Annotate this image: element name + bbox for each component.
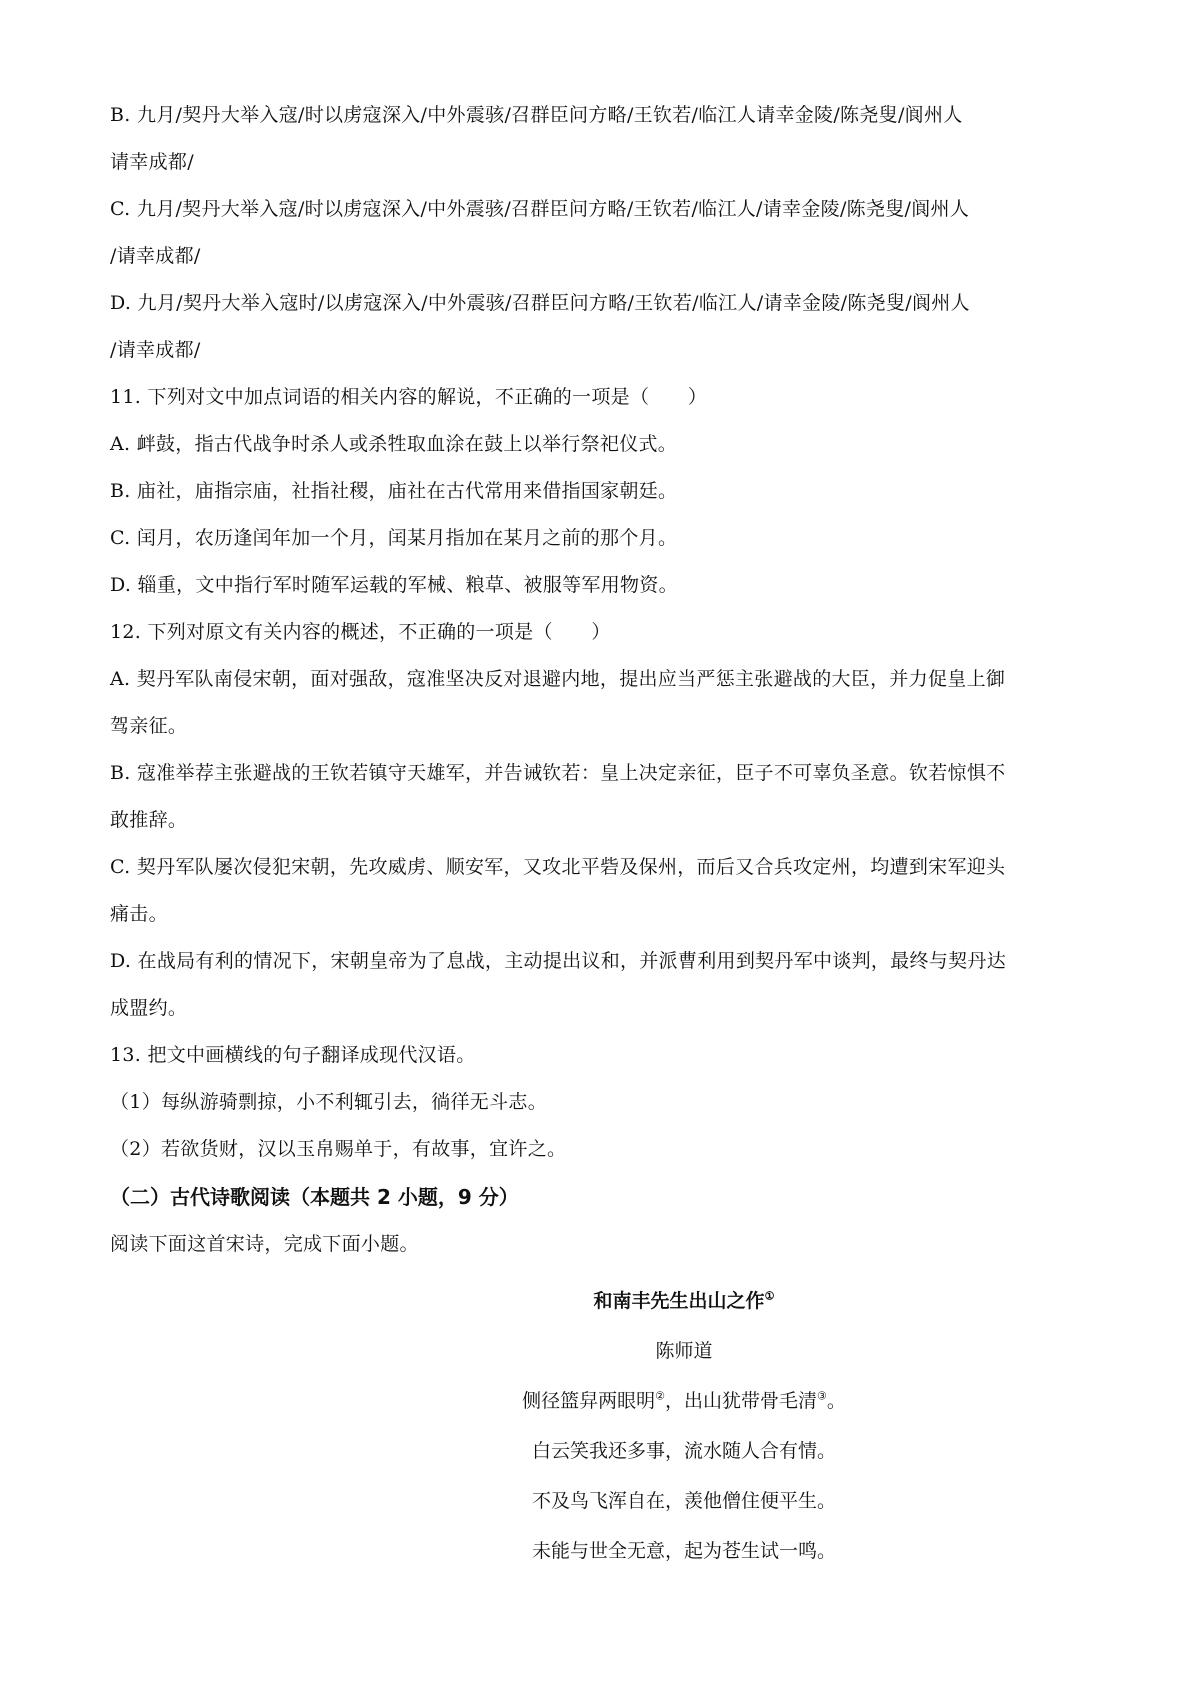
- q10-option-d-line1: D. 九月/契丹大举入寇时/以虏寇深入/中外震骇/召群臣问方略/王钦若/临江人/请幸金陵/陈尧叟/阆州人: [110, 292, 970, 314]
- q12-option-b-line2: 敢推辞。: [110, 809, 188, 831]
- q11-option-b: B. 庙社，庙指宗庙，社指社稷，庙社在古代常用来借指国家朝廷。: [110, 480, 678, 502]
- q10-option-d-line2: /请幸成都/: [110, 339, 201, 361]
- poem-line-1-part-c: 。: [826, 1390, 846, 1412]
- q12-option-d-line2: 成盟约。: [110, 997, 188, 1019]
- q11-option-a: A. 衅鼓，指古代战争时杀人或杀牲取血涂在鼓上以举行祭祀仪式。: [110, 433, 678, 455]
- poem-line-1: [260, 1376, 1108, 1426]
- q12-question: 12. 下列对原文有关内容的概述，不正确的一项是（ ）: [110, 621, 611, 643]
- q10-option-c-line1: C. 九月/契丹大举入寇/时以虏寇深入/中外震骇/召群臣问方略/王钦若/临江人/请幸金陵/陈尧叟/阆州人: [110, 198, 970, 220]
- poem-footnote-marker-2: ②: [655, 1389, 665, 1403]
- q11-question: 11. 下列对文中加点词语的相关内容的解说，不正确的一项是（ ）: [110, 386, 708, 408]
- q11-option-d: D. 辎重，文中指行军时随军运载的军械、粮草、被服等军用物资。: [110, 574, 678, 596]
- q12-option-a-line2: 驾亲征。: [110, 715, 188, 737]
- poem-title-text: 和南丰先生出山之作: [593, 1290, 765, 1312]
- poem-line-1-part-b: ，出山犹带骨毛清: [664, 1390, 817, 1412]
- q13-question: 13. 把文中画横线的句子翻译成现代汉语。: [110, 1044, 476, 1066]
- section-intro: 阅读下面这首宋诗，完成下面小题。: [110, 1233, 419, 1255]
- poem-line-4: 未能与世全无意，起为苍生试一鸣。: [531, 1540, 836, 1562]
- q12-option-c-line2: 痛击。: [110, 903, 168, 925]
- poem-footnote-marker-3: ③: [817, 1389, 827, 1403]
- q10-option-c-line2: /请幸成都/: [110, 245, 201, 267]
- poem-line-2: 白云笑我还多事，流水随人合有情。: [531, 1440, 836, 1462]
- q13-item-2: （2）若欲货财，汉以玉帛赐单于，有故事，宜许之。: [110, 1138, 567, 1160]
- q11-option-c: C. 闰月，农历逢闰年加一个月，闰某月指加在某月之前的那个月。: [110, 527, 678, 549]
- poem-author: 陈师道: [655, 1340, 713, 1362]
- q10-option-b-line1: B. 九月/契丹大举入寇/时以虏寇深入/中外震骇/召群臣问方略/王钦若/临江人请幸金陵/陈尧叟/阆州人: [110, 104, 963, 126]
- poem-title: [260, 1276, 1108, 1326]
- q12-option-a-line1: A. 契丹军队南侵宋朝，面对强敌，寇准坚决反对退避内地，提出应当严惩主张避战的大臣，并力促皇上御: [110, 668, 1006, 690]
- poem-block: [110, 1276, 1108, 1576]
- poem-title-footnote-marker: ①: [764, 1289, 775, 1303]
- q13-item-1: （1）每纵游骑剽掠，小不利辄引去，徜徉无斗志。: [110, 1091, 547, 1113]
- q10-option-b-line2: 请幸成都/: [110, 151, 194, 173]
- poem-line-1-part-a: 侧径篮舁两眼明: [522, 1390, 656, 1412]
- q12-option-b-line1: B. 寇准举荐主张避战的王钦若镇守天雄军，并告诫钦若：皇上决定亲征，臣子不可辜负圣意。钦若惊惧不: [110, 762, 1006, 784]
- q12-option-c-line1: C. 契丹军队屡次侵犯宋朝，先攻威虏、顺安军，又攻北平砦及保州，而后又合兵攻定州，均遭到宋军迎头: [110, 856, 1006, 878]
- q12-option-d-line1: D. 在战局有利的情况下，宋朝皇帝为了息战，主动提出议和，并派曹利用到契丹军中谈判，最终与契丹达: [110, 950, 1007, 972]
- poem-line-3: 不及鸟飞浑自在，羡他僧住便平生。: [531, 1490, 836, 1512]
- section-heading-poetry: （二）古代诗歌阅读（本题共 2 小题，9 分）: [110, 1185, 519, 1209]
